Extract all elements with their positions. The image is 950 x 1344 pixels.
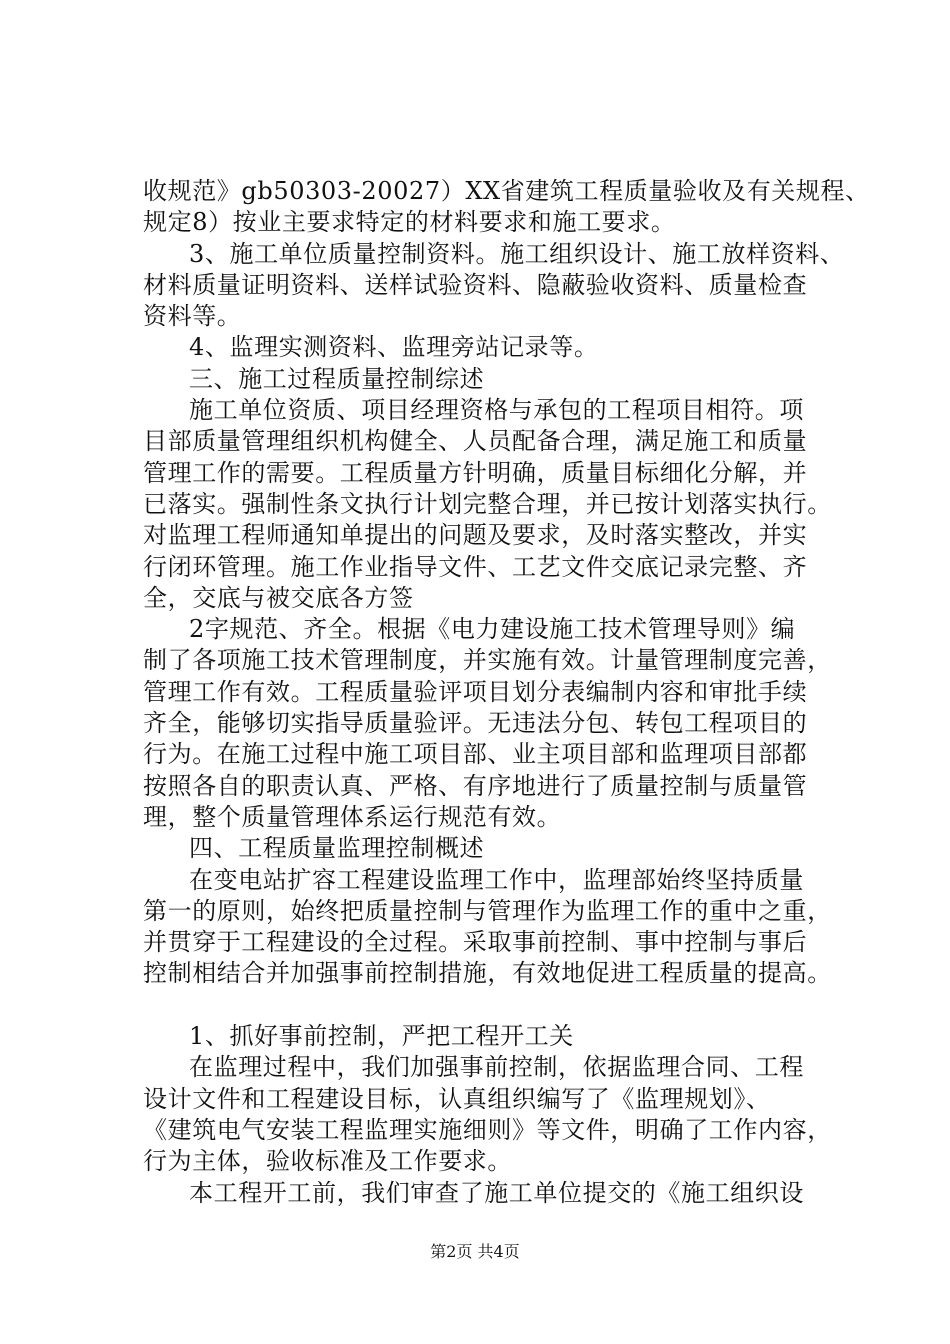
text-line: 规定8）按业主要求特定的材料要求和施工要求。	[143, 208, 676, 237]
text-line: 行为。在施工过程中施工项目部、业主项目部和监理项目部都	[143, 740, 808, 769]
text-line: 4、监理实测资料、监理旁站记录等。	[189, 333, 599, 362]
page-number-footer: 第2页 共4页	[430, 1242, 520, 1261]
text-line: 行为主体，验收标准及工作要求。	[143, 1147, 512, 1176]
text-line: 并贯穿于工程建设的全过程。采取事前控制、事中控制与事后	[143, 928, 808, 957]
section-heading: 三、施工过程质量控制综述	[189, 364, 485, 393]
text-line: 已落实。强制性条文执行计划完整合理，并已按计划落实执行。	[143, 489, 832, 518]
text-line: 理，整个质量管理体系运行规范有效。	[143, 802, 562, 831]
text-line: 第一的原则，始终把质量控制与管理作为监理工作的重中之重，	[143, 896, 832, 925]
text-line: 按照各自的职责认真、严格、有序地进行了质量控制与质量管	[143, 771, 808, 800]
text-line: 收规范》gb50303-20027）XX省建筑工程质量验收及有关规程、	[143, 177, 870, 205]
text-line: 材料质量证明资料、送样试验资料、隐蔽验收资料、质量检查	[143, 270, 808, 299]
blank-line	[143, 990, 855, 1021]
text-line: 管理工作的需要。工程质量方针明确，质量目标细化分解，并	[143, 458, 808, 487]
section-heading: 四、工程质量监理控制概述	[189, 834, 485, 863]
text-line: 齐全，能够切实指导质量验评。无违法分包、转包工程项目的	[143, 709, 808, 738]
text-line: 设计文件和工程建设目标，认真组织编写了《监理规划》、	[143, 1084, 771, 1113]
text-line: 全，交底与被交底各方签	[143, 583, 414, 612]
text-line: 施工单位资质、项目经理资格与承包的工程项目相符。项	[189, 396, 804, 425]
text-line: 3、施工单位质量控制资料。施工组织设计、施工放样资料、	[189, 239, 845, 268]
text-line: 在监理过程中，我们加强事前控制，依据监理合同、工程	[189, 1053, 804, 1082]
subsection-heading: 1、抓好事前控制，严把工程开工关	[189, 1022, 574, 1051]
text-line: 在变电站扩容工程建设监理工作中，监理部始终坚持质量	[189, 865, 804, 894]
text-line: 管理工作有效。工程质量验评项目划分表编制内容和审批手续	[143, 677, 808, 706]
text-line: 目部质量管理组织机构健全、人员配备合理，满足施工和质量	[143, 427, 808, 456]
text-line: 控制相结合并加强事前控制措施，有效地促进工程质量的提高。	[143, 959, 832, 988]
text-line: 资料等。	[143, 302, 242, 331]
text-line: 制了各项施工技术管理制度，并实施有效。计量管理制度完善，	[143, 646, 832, 675]
text-line: 2字规范、齐全。根据《电力建设施工技术管理导则》编	[189, 615, 796, 644]
document-body	[143, 176, 870, 1209]
text-line: 《建筑电气安装工程监理实施细则》等文件，明确了工作内容，	[143, 1115, 832, 1144]
text-line: 对监理工程师通知单提出的问题及要求，及时落实整改，并实	[143, 521, 808, 550]
text-line: 行闭环管理。施工作业指导文件、工艺文件交底记录完整、齐	[143, 552, 808, 581]
text-line: 本工程开工前，我们审查了施工单位提交的《施工组织设	[189, 1178, 804, 1207]
